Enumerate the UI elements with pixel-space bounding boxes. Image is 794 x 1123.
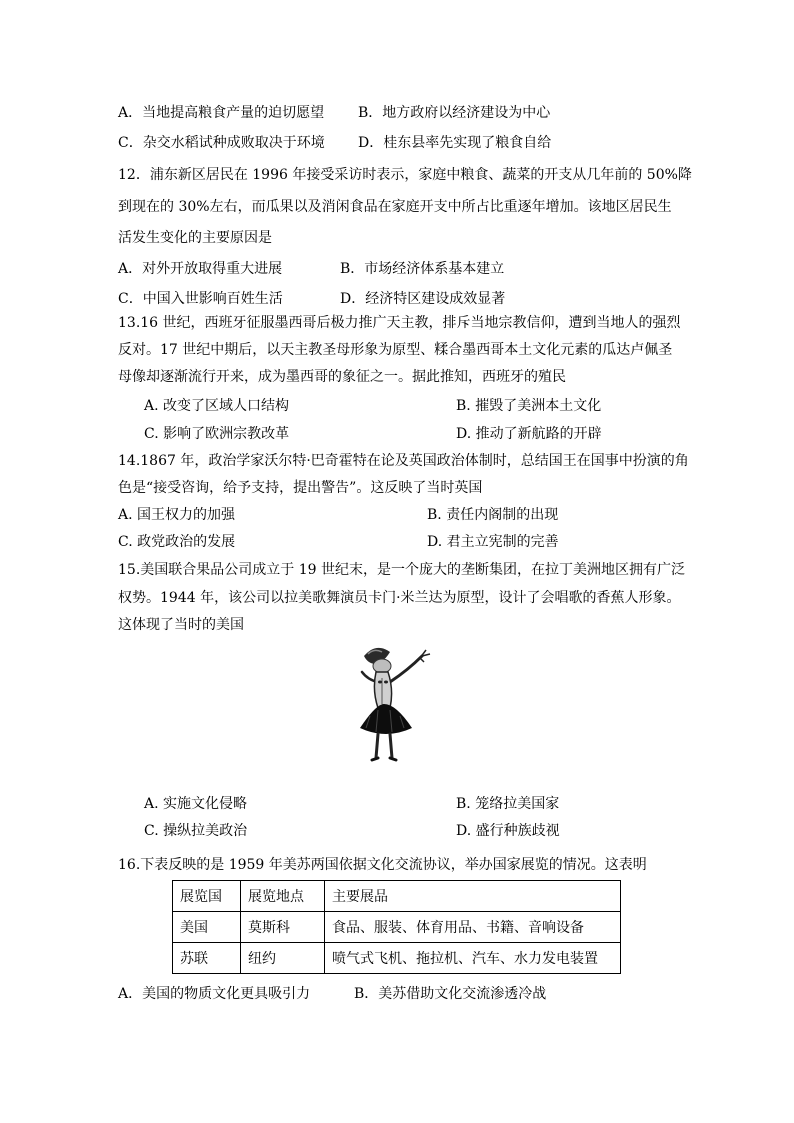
q13-option-d: D. 推动了新航路的开辟 <box>456 426 602 442</box>
q12-option-b: B．市场经济体系基本建立 <box>340 261 505 277</box>
q13-option-a: A. 改变了区域人口结构 <box>144 398 290 414</box>
q13-stem-line2: 反对。17 世纪中期后，以天主教圣母形象为原型、糅合墨西哥本土文化元素的瓜达卢佩圣 <box>118 342 673 358</box>
table-header-row <box>173 881 621 912</box>
q15-option-b: B. 笼络拉美国家 <box>456 796 560 812</box>
exhibition-table <box>172 880 621 974</box>
table-cell: 美国 <box>173 912 241 943</box>
q15-stem-line2: 权势。1944 年，该公司以拉美歌舞演员卡门·米兰达为原型，设计了会唱歌的香蕉人形象。 <box>118 590 681 606</box>
q12-stem-line2: 到现在的 30%左右，而瓜果以及消闲食品在家庭开支中所占比重逐年增加。该地区居民生 <box>118 199 672 215</box>
q16-stem-line1: 16.下表反映的是 1959 年美苏两国依据文化交流协议，举办国家展览的情况。这表明 <box>118 857 647 873</box>
q12-stem-line1: 12．浦东新区居民在 1996 年接受采访时表示，家庭中粮食、蔬菜的开支从几年前的 50%降 <box>118 167 692 183</box>
q13-stem-line3: 母像却逐渐流行开来，成为墨西哥的象征之一。据此推知，西班牙的殖民 <box>118 369 566 385</box>
q15-stem-line1: 15.美国联合果品公司成立于 19 世纪末，是一个庞大的垄断集团，在拉丁美洲地区拥有广泛 <box>118 562 685 578</box>
table-cell: 喷气式飞机、拖拉机、汽车、水力发电装置 <box>325 943 621 974</box>
table-cell: 食品、服装、体育用品、书籍、音响设备 <box>325 912 621 943</box>
q11-option-b: B．地方政府以经济建设为中心 <box>358 105 551 121</box>
table-header-cell: 展览地点 <box>241 881 325 912</box>
table-header-cell: 主要展品 <box>325 881 621 912</box>
q14-option-d: D. 君主立宪制的完善 <box>427 534 559 550</box>
q15-option-d: D. 盛行种族歧视 <box>456 823 560 839</box>
q12-option-c: C．中国入世影响百姓生活 <box>118 291 283 307</box>
banana-character-illustration <box>356 642 436 766</box>
q13-option-b: B. 摧毁了美洲本土文化 <box>456 398 602 414</box>
q12-stem-line3: 活发生变化的主要原因是 <box>118 230 272 246</box>
q12-option-d: D．经济特区建设成效显著 <box>340 291 506 307</box>
q11-option-c: C．杂交水稻试种成败取决于环境 <box>118 135 325 151</box>
q14-stem-line2: 色是“接受咨询，给予支持，提出警告”。这反映了当时英国 <box>118 480 483 496</box>
table-row <box>173 912 621 943</box>
q15-option-a: A. 实施文化侵略 <box>144 796 248 812</box>
q14-option-a: A. 国王权力的加强 <box>118 507 236 523</box>
q15-stem-line3: 这体现了当时的美国 <box>118 617 244 633</box>
q11-option-a: A．当地提高粮食产量的迫切愿望 <box>118 105 325 121</box>
q11-option-d: D．桂东县率先实现了粮食自给 <box>358 135 552 151</box>
table-cell: 莫斯科 <box>241 912 325 943</box>
q13-stem-line1: 13.16 世纪，西班牙征服墨西哥后极力推广天主教，排斥当地宗教信仰，遭到当地人的强烈 <box>118 315 681 331</box>
q13-option-c: C. 影响了欧洲宗教改革 <box>144 426 290 442</box>
table-row <box>173 943 621 974</box>
q16-option-a: A．美国的物质文化更具吸引力 <box>118 986 311 1002</box>
table-cell: 苏联 <box>173 943 241 974</box>
q15-option-c: C. 操纵拉美政治 <box>144 823 248 839</box>
q14-option-b: B. 责任内阁制的出现 <box>427 507 559 523</box>
q14-option-c: C. 政党政治的发展 <box>118 534 236 550</box>
table-cell: 纽约 <box>241 943 325 974</box>
table-header-cell: 展览国 <box>173 881 241 912</box>
q12-option-a: A．对外开放取得重大进展 <box>118 261 283 277</box>
q16-option-b: B．美苏借助文化交流渗透冷战 <box>354 986 547 1002</box>
q14-stem-line1: 14.1867 年，政治学家沃尔特·巴奇霍特在论及英国政治体制时，总结国王在国事中扮演的角 <box>118 453 689 469</box>
